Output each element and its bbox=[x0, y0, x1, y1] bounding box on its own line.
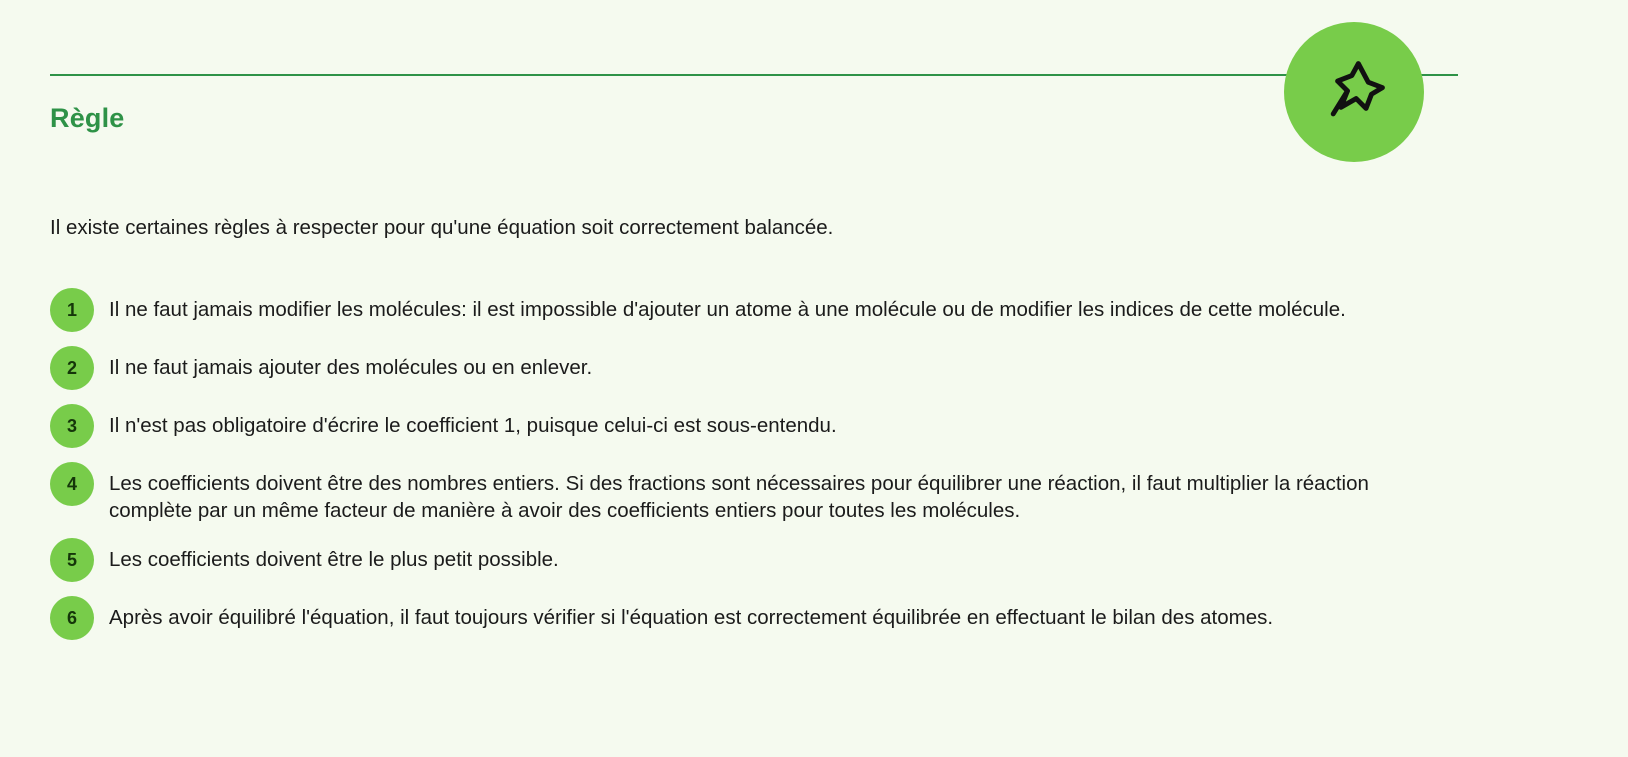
rule-number-badge: 6 bbox=[50, 596, 94, 640]
rule-text: Il ne faut jamais modifier les molécules: il est impossible d'ajouter un atome à une molécule ou de modifier les indices de cette molécule. bbox=[109, 298, 1346, 321]
list-item bbox=[50, 404, 1450, 448]
list-item bbox=[50, 462, 1450, 524]
rule-number-badge: 1 bbox=[50, 288, 94, 332]
rule-number-badge: 2 bbox=[50, 346, 94, 390]
rules-list bbox=[50, 288, 1450, 654]
rule-number-badge: 5 bbox=[50, 538, 94, 582]
list-item bbox=[50, 288, 1450, 332]
rule-text: Il n'est pas obligatoire d'écrire le coefficient 1, puisque celui-ci est sous-entendu. bbox=[109, 414, 837, 437]
rule-text: Il ne faut jamais ajouter des molécules ou en enlever. bbox=[109, 356, 593, 379]
rule-text: Après avoir équilibré l'équation, il faut toujours vérifier si l'équation est correctement équilibrée en effectuant le bilan des atomes. bbox=[109, 606, 1274, 630]
list-item bbox=[50, 596, 1450, 640]
list-item bbox=[50, 538, 1450, 582]
intro-text: Il existe certaines règles à respecter pour qu'une équation soit correctement balancée. bbox=[50, 215, 834, 239]
page-title: Règle bbox=[50, 103, 125, 133]
pushpin-icon bbox=[1319, 57, 1389, 127]
pushpin-badge bbox=[1284, 22, 1424, 162]
header-divider bbox=[50, 74, 1458, 76]
list-item bbox=[50, 346, 1450, 390]
rule-text: Les coefficients doivent être le plus petit possible. bbox=[109, 548, 559, 572]
rule-number-badge: 4 bbox=[50, 462, 94, 506]
rule-number-badge: 3 bbox=[50, 404, 94, 448]
rule-text: Les coefficients doivent être des nombres entiers. Si des fractions sont nécessaires pour équilibrer une réaction, il faut multiplier la réaction complète par un même facteur de manière à avoir des coefficients entiers pour toutes les molécules. bbox=[109, 472, 1369, 523]
